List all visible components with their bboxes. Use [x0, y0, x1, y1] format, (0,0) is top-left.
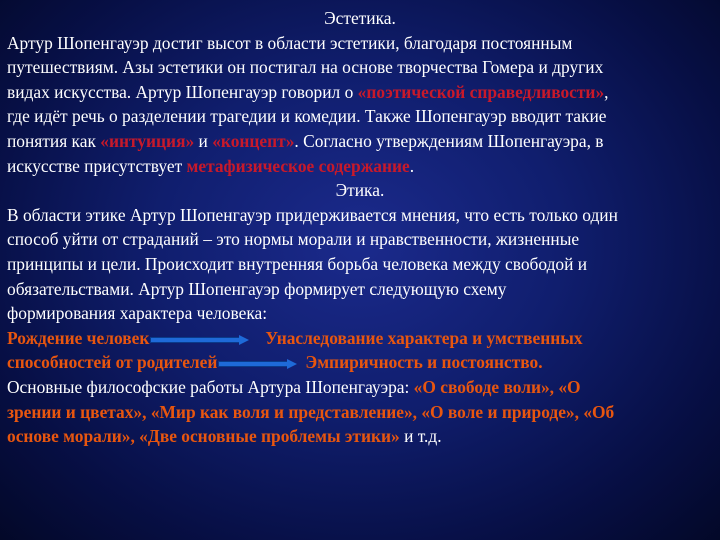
- term-intuition: «интуиция»: [100, 130, 195, 151]
- scheme-step-abilities: способностей от родителей: [7, 352, 218, 373]
- aesthetics-line: путешествиям. Азы эстетики он постигал на основе творчества Гомера и других: [7, 57, 604, 78]
- aesthetics-line: Артур Шопенгауэр достиг высот в области эстетики, благодаря постоянным: [7, 32, 573, 53]
- text-span: понятия как: [7, 130, 101, 151]
- works-titles: «О свободе воли», «О: [413, 376, 581, 397]
- aesthetics-line: где идёт речь о разделении трагедии и комедии. Также Шопенгауэр вводит такие: [7, 106, 607, 127]
- ethics-line: В области этике Артур Шопенгауэр придерживается мнения, что есть только один: [7, 204, 618, 225]
- heading-aesthetics: Эстетика.: [324, 8, 396, 28]
- ethics-line: принципы и цели. Происходит внутренняя борьба человека между свободой и: [7, 253, 588, 274]
- works-line: [7, 424, 713, 449]
- aesthetics-line: [7, 154, 713, 179]
- works-titles: основе морали», «Две основные проблемы этики»: [7, 426, 400, 447]
- ethics-line: формирования характера человека:: [7, 303, 268, 324]
- aesthetics-line: [7, 80, 713, 105]
- scheme-step-birth: Рождение человек: [7, 327, 150, 348]
- ethics-line: способ уйти от страданий – это нормы морали и нравственности, жизненные: [7, 229, 580, 250]
- slide-text: [7, 6, 713, 449]
- text-span: Основные философские работы Артура Шопенгауэра:: [7, 376, 414, 397]
- text-span: искусстве присутствует: [7, 155, 187, 176]
- term-concept: «концепт»: [212, 130, 295, 151]
- aesthetics-line: [7, 129, 713, 154]
- text-span: и т.д.: [399, 426, 442, 447]
- arrow-right-icon: [151, 335, 249, 345]
- arrow-right-icon: [219, 359, 297, 369]
- term-metaphysical-content: метафизическое содержание: [186, 155, 410, 176]
- works-line: зрении и цветах», «Мир как воля и представление», «О воле и природе», «Об: [7, 401, 615, 422]
- scheme-step-inheritance: Унаследование характера и умственных: [265, 327, 583, 348]
- heading-ethics: Этика.: [335, 180, 385, 201]
- scheme-line: [7, 350, 713, 375]
- term-poetic-justice: «поэтической справедливости»: [357, 81, 605, 102]
- scheme-line: [7, 326, 713, 351]
- text-span: и: [194, 130, 213, 151]
- scheme-step-empiricism: Эмпиричность и постоянство.: [305, 352, 543, 373]
- text-span: .: [409, 155, 415, 176]
- works-line: [7, 375, 713, 400]
- text-span: . Согласно утверждениям Шопенгауэра, в: [294, 130, 604, 151]
- ethics-line: обязательствами. Артур Шопенгауэр формирует следующую схему: [7, 278, 507, 299]
- text-span: видах искусства. Артур Шопенгауэр говорил о: [7, 81, 358, 102]
- text-span: ,: [604, 81, 609, 102]
